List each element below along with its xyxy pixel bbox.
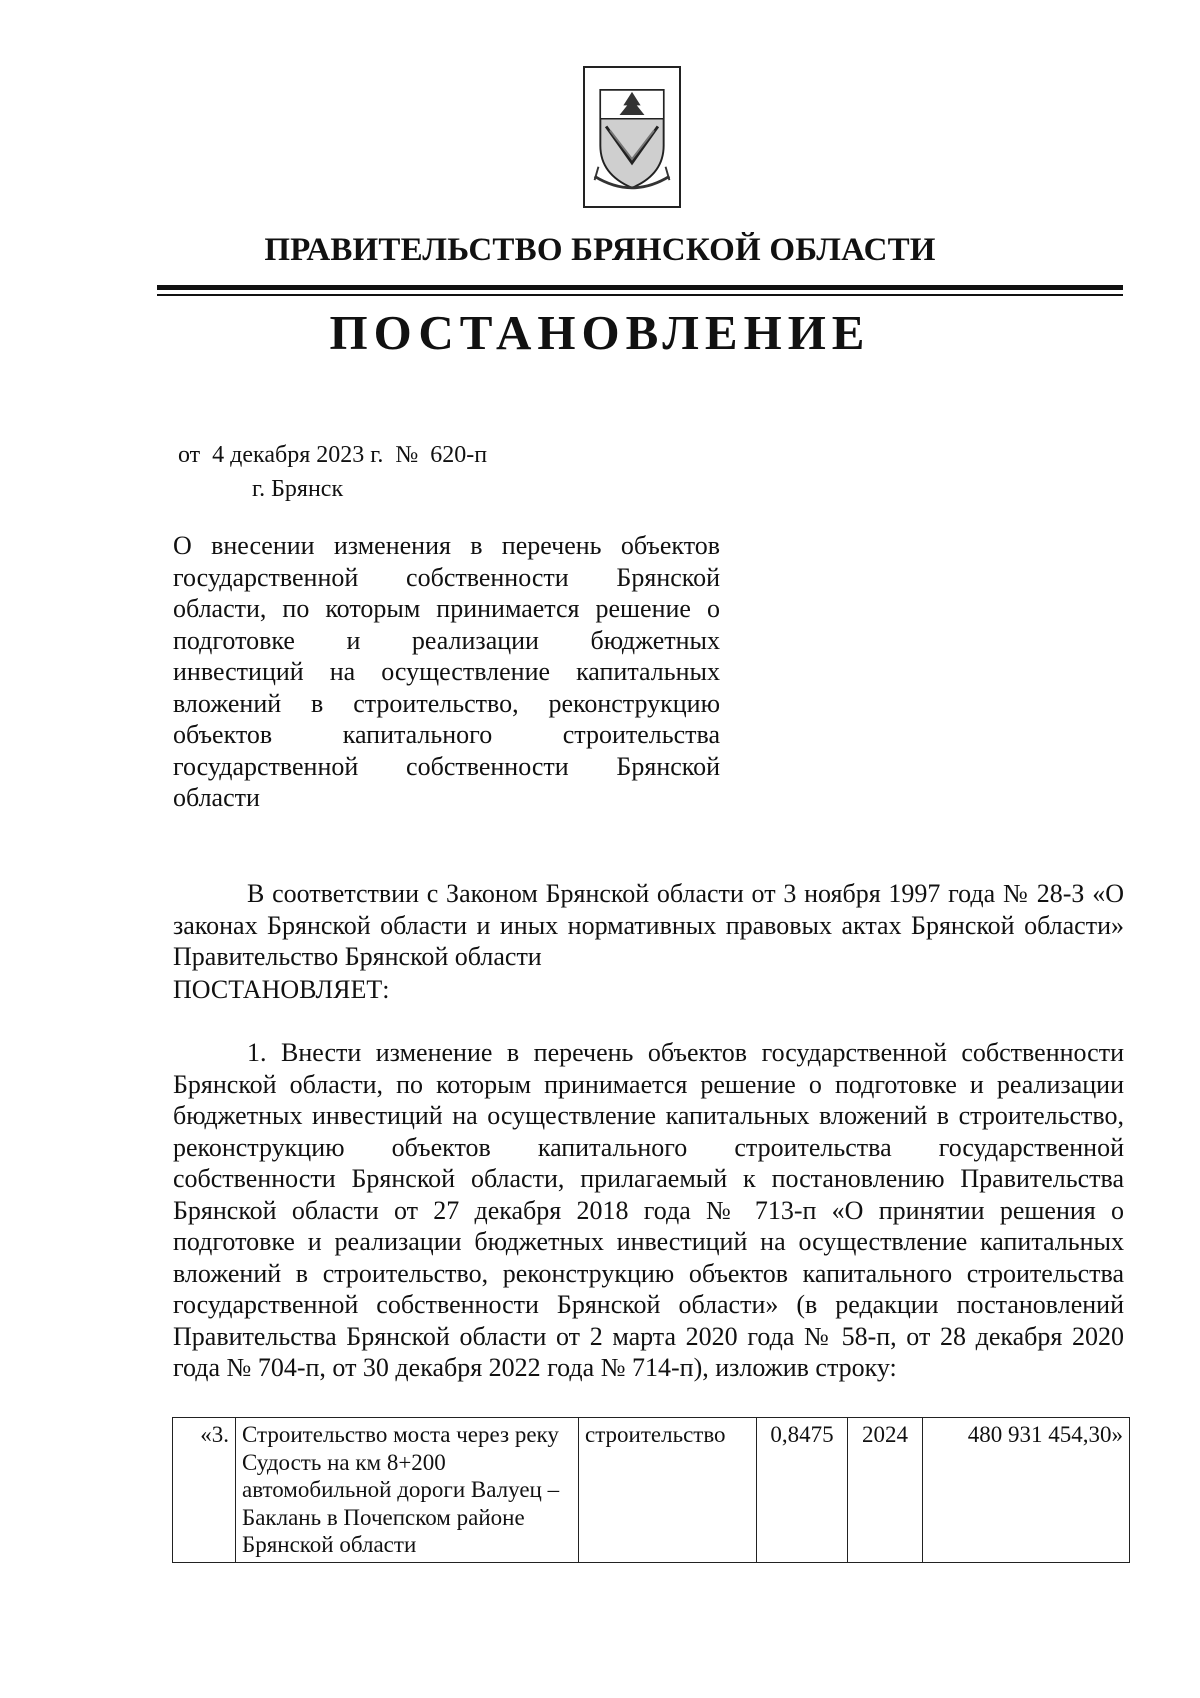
bryansk-coat-of-arms-icon [585,68,679,206]
amended-row-table [172,1417,1130,1563]
coat-of-arms-emblem [583,66,681,208]
document-type-title: ПОСТАНОВЛЕНИЕ [329,305,871,360]
header-rule-thin [157,294,1123,296]
document-date-number: от 4 декабря 2023 г. № 620-п [178,442,488,468]
cost-cell: 480 931 454,30» [923,1418,1130,1563]
legal-basis-paragraph: В соответствии с Законом Брянской области от 3 ноября 1997 года № 28-З «О законах Брянской области и иных нормативных правовых актах Брянской области» Правительство Брянской области [173,879,1124,971]
object-name-cell: Строительство моста через реку Судость на км 8+200 автомобильной дороги Валуец – Баклань в Почепском районе Брянской области [236,1418,579,1563]
government-name: ПРАВИТЕЛЬСТВО БРЯНСКОЙ ОБЛАСТИ [264,232,936,268]
decree-word: ПОСТАНОВЛЯЕТ: [173,975,390,1004]
header-rule-thick [157,285,1123,290]
document-city: г. Брянск [252,476,344,502]
capacity-cell: 0,8475 [757,1418,848,1563]
row-number-cell: «3. [173,1418,236,1563]
item-1-paragraph: 1. Внести изменение в перечень объектов государственной собственности Брянской области, по которым принимается решение о подготовке и реализации бюджетных инвестиций на осуществление капитальных вложений в строительство, реконструкцию объектов капитального строительства государственной собственности Брянской области, прилагаемый к постановлению Правительства Брянской области от 27 декабря 2018 года № 713-п «О принятии решения о подготовке и реализации бюджетных инвестиций на осуществление капитальных вложений в строительство, реконструкцию объектов капитального строительства государственной собственности Брянской области» (в редакции постановлений Правительства Брянской области от 2 марта 2020 года № 58-п, от 28 декабря 2020 года № 704-п, от 30 декабря 2022 года № 714-п), изложив строку: [173,1038,1124,1382]
year-cell: 2024 [848,1418,923,1563]
table-row [173,1418,1130,1563]
works-type-cell: строительство [579,1418,757,1563]
document-subject: О внесении изменения в перечень объектов государственной собственности Брянской области, по которым принимается решение о подготовке и реализации бюджетных инвестиций на осуществление капитальных вложений в строительство, реконструкцию объектов капитального строительства государственной собственности Брянской области [173,531,720,812]
